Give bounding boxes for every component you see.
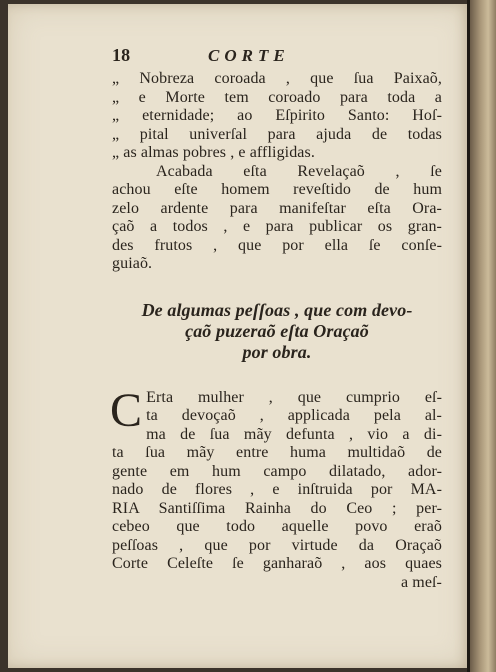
text-line: Acabada eſta Revelaçaõ , ſe bbox=[156, 162, 442, 180]
text-line: ta devoçaõ , applicada pela al- bbox=[146, 407, 442, 424]
text-line: Erta mulher , que cumprio eſ- bbox=[146, 388, 442, 406]
text-line: zelo ardente para manifeſtar eſta Ora- bbox=[112, 199, 442, 217]
text-line: „ pital univerſal para ajuda de todas bbox=[112, 125, 442, 143]
text-line: ma de ſua mãy defunta , vio a di- bbox=[146, 425, 442, 443]
paragraph-revelation bbox=[112, 163, 442, 274]
text-line: guiaõ. bbox=[112, 255, 153, 272]
text-line: „ as almas pobres , e affligidas. bbox=[112, 144, 315, 161]
heading-line: De algumas peſſoas , que com devo- bbox=[141, 299, 413, 320]
text-line: des frutos , que por ella ſe conſe- bbox=[112, 236, 442, 254]
running-head: CORTE bbox=[208, 46, 290, 65]
catchword: a meſ- bbox=[400, 573, 442, 591]
paragraph-story bbox=[110, 383, 442, 574]
text-line: çaõ a todos , e para publicar os gran- bbox=[112, 218, 442, 235]
section-heading bbox=[112, 300, 442, 363]
text-line: peſſoas , que por virtude da Oraçaõ bbox=[112, 536, 442, 554]
drop-cap: C bbox=[110, 383, 143, 437]
heading-line: çaõ puzeraõ eſta Oraçaõ bbox=[185, 320, 369, 341]
text-line: achou eſte homem reveſtido de hum bbox=[112, 181, 442, 198]
paragraph-quote bbox=[112, 70, 442, 163]
text-line: nado de flores , e inſtruida por MA- bbox=[112, 481, 442, 498]
text-line: RIA Santiſſima Rainha do Ceo ; per- bbox=[112, 499, 442, 517]
text-block bbox=[112, 46, 442, 592]
heading-line: por obra. bbox=[242, 341, 312, 362]
text-line: ta ſua mãy entre huma multidaõ de bbox=[112, 444, 442, 461]
page-header bbox=[112, 46, 442, 70]
text-line: Corte Celeſte ſe ganharaõ , aos quaes bbox=[112, 555, 442, 572]
page-number: 18 bbox=[112, 45, 131, 65]
text-line: gente em hum campo dilatado, ador- bbox=[112, 462, 442, 480]
text-line: cebeo que todo aquelle povo eraõ bbox=[112, 518, 442, 535]
text-line: „ e Morte tem coroado para toda a bbox=[112, 88, 442, 106]
text-line: „ eternidade; ao Eſpirito Santo: Hoſ- bbox=[112, 107, 442, 124]
text-line: „ Nobreza coroada , que ſua Paixaõ, bbox=[112, 70, 442, 87]
page-edge bbox=[470, 0, 496, 672]
book-page bbox=[8, 4, 470, 668]
